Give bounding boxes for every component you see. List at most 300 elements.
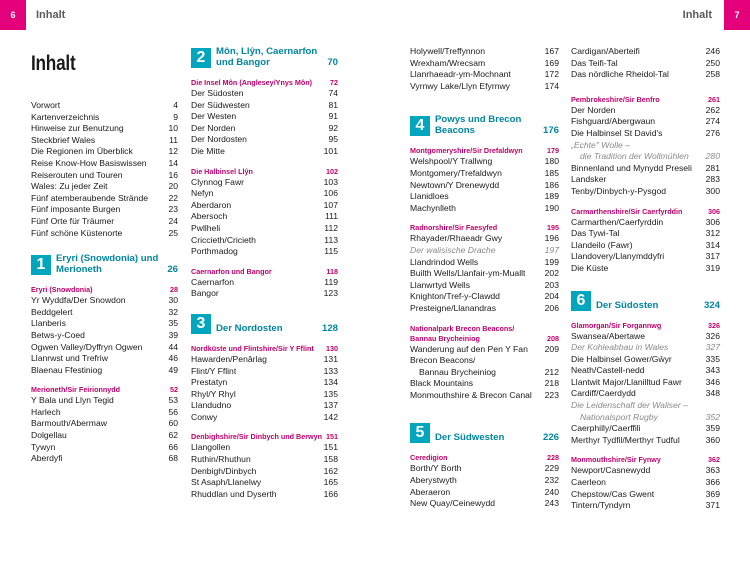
subsection-heading[interactable] bbox=[191, 167, 338, 177]
entry-title: Wales: Zu jeder Zeit bbox=[31, 181, 108, 192]
chapter-heading[interactable] bbox=[571, 291, 720, 311]
subsection-heading[interactable] bbox=[191, 267, 338, 277]
toc-entry[interactable] bbox=[31, 330, 178, 342]
toc-entry[interactable] bbox=[191, 442, 338, 454]
entry-page: 56 bbox=[168, 406, 178, 417]
entry-title: Die Regionen im Überblick bbox=[31, 146, 133, 157]
entry-title: Y Bala und Llyn Tegid bbox=[31, 395, 114, 406]
entry-title: Aberdyfi bbox=[31, 453, 63, 464]
entry-page: 68 bbox=[168, 453, 178, 464]
toc-entry[interactable] bbox=[191, 100, 338, 112]
entry-title: Merthyr Tydfil/Merthyr Tudful bbox=[571, 434, 680, 445]
toc-entry[interactable] bbox=[571, 251, 720, 263]
subsection-heading[interactable] bbox=[191, 432, 338, 442]
entry-page: 106 bbox=[323, 188, 338, 199]
toc-entry[interactable] bbox=[410, 463, 559, 475]
entry-title: Der Südosten bbox=[191, 88, 244, 98]
toc-entry[interactable] bbox=[571, 58, 720, 70]
entry-page: 306 bbox=[708, 206, 720, 216]
entry-title: Blaenau Ffestiniog bbox=[31, 364, 103, 375]
entry-title: Reise Know-How Basiswissen bbox=[31, 157, 147, 168]
toc-entry[interactable] bbox=[410, 390, 559, 402]
entry-page: 62 bbox=[168, 430, 178, 441]
entry-page: 53 bbox=[168, 395, 178, 406]
toc-entry[interactable] bbox=[31, 295, 178, 307]
chapter-title: Der Südwesten bbox=[435, 432, 505, 444]
running-header-right: Inhalt bbox=[682, 9, 712, 21]
subsection-heading[interactable] bbox=[191, 344, 338, 354]
entry-page: 52 bbox=[170, 385, 178, 395]
entry-page: 319 bbox=[705, 262, 720, 273]
toc-entry[interactable] bbox=[410, 81, 559, 93]
page-number-right: 7 bbox=[724, 0, 750, 30]
entry-title: Clynnog Fawr bbox=[191, 176, 245, 187]
entry-title: Llanwrtyd Wells bbox=[410, 279, 471, 290]
toc-entry[interactable] bbox=[191, 146, 338, 158]
toc-entry[interactable] bbox=[191, 454, 338, 466]
toc-entry[interactable] bbox=[31, 365, 178, 377]
entry-page: 92 bbox=[328, 122, 338, 133]
entry-page: 111 bbox=[324, 211, 338, 222]
entry-title: Der walisische Drache bbox=[410, 244, 496, 255]
entry-page: 196 bbox=[544, 233, 559, 244]
toc-entry[interactable] bbox=[191, 477, 338, 489]
feature-entry[interactable] bbox=[571, 342, 720, 354]
entry-page: 22 bbox=[168, 192, 178, 203]
entry-page: 151 bbox=[326, 432, 338, 442]
toc-entry[interactable] bbox=[191, 377, 338, 389]
toc-entry[interactable] bbox=[571, 105, 720, 117]
toc-entry[interactable] bbox=[410, 378, 559, 390]
toc-entry[interactable] bbox=[410, 46, 559, 58]
entry-title: Monmouthshire & Brecon Canal bbox=[410, 389, 532, 400]
entry-title: Llangollen bbox=[191, 442, 231, 453]
entry-title: Neath/Castell-nedd bbox=[571, 365, 645, 376]
entry-page: 223 bbox=[544, 389, 559, 400]
subsection-heading[interactable] bbox=[571, 321, 720, 331]
entry-title: Prestatyn bbox=[191, 377, 228, 388]
entry-title: Hinweise zur Benutzung bbox=[31, 123, 124, 134]
entry-page: 232 bbox=[544, 475, 559, 486]
chapter-heading[interactable] bbox=[31, 253, 178, 275]
entry-page: 180 bbox=[544, 156, 559, 167]
entry-title: Llandudno bbox=[191, 400, 232, 411]
entry-title: Tywyn bbox=[31, 441, 56, 452]
toc-entry[interactable] bbox=[571, 377, 720, 389]
toc-entry[interactable] bbox=[571, 263, 720, 275]
entry-page: 209 bbox=[544, 343, 559, 354]
entry-title: Nefyn bbox=[191, 188, 214, 199]
entry-page: 44 bbox=[168, 341, 178, 352]
toc-entry[interactable] bbox=[191, 489, 338, 501]
entry-title: Caerphilly/Caerffili bbox=[571, 423, 641, 434]
entry-page: 130 bbox=[326, 343, 338, 353]
entry-title: Vyrnwy Lake/Llyn Efyrnwy bbox=[410, 80, 510, 91]
entry-title: Denbighshire/Sir Dinbych und Berwyn bbox=[191, 432, 322, 442]
page-number-left: 6 bbox=[0, 0, 26, 30]
entry-title: Ogwen Valley/Dyffryn Ogwen bbox=[31, 341, 143, 352]
entry-page: 20 bbox=[168, 181, 178, 192]
entry-page: 202 bbox=[544, 268, 559, 279]
entry-page: 25 bbox=[168, 227, 178, 238]
entry-title: Die Halbinsel Llŷn bbox=[191, 166, 253, 176]
entry-title: New Quay/Ceinewydd bbox=[410, 498, 496, 509]
toc-entry[interactable] bbox=[31, 135, 178, 147]
toc-entry[interactable] bbox=[31, 353, 178, 365]
entry-page: 312 bbox=[705, 228, 720, 239]
toc-entry[interactable] bbox=[31, 158, 178, 170]
entry-page: 314 bbox=[705, 239, 720, 250]
entry-page: 300 bbox=[705, 185, 720, 196]
chapter-heading[interactable] bbox=[191, 314, 338, 334]
entry-page: 262 bbox=[705, 104, 720, 115]
toc-entry[interactable] bbox=[31, 407, 178, 419]
toc-entry[interactable] bbox=[571, 365, 720, 377]
toc-entry[interactable] bbox=[31, 181, 178, 193]
entry-page: 9 bbox=[173, 111, 178, 122]
toc-entry[interactable] bbox=[410, 487, 559, 499]
toc-entry[interactable] bbox=[410, 268, 559, 280]
toc-entry[interactable] bbox=[31, 342, 178, 354]
entry-title: Fünf imposante Burgen bbox=[31, 204, 121, 215]
chapter-number: 6 bbox=[571, 291, 591, 311]
chapter-page: 226 bbox=[542, 432, 559, 444]
entry-title: Porthmadog bbox=[191, 246, 238, 257]
toc-entry[interactable] bbox=[571, 331, 720, 343]
entry-title: Der Westen bbox=[191, 111, 237, 122]
entry-page: 343 bbox=[705, 365, 720, 376]
entry-title: Die Halbinsel Gower/Gŵyr bbox=[571, 353, 672, 364]
toc-entry[interactable] bbox=[191, 277, 338, 289]
subsection-heading[interactable] bbox=[571, 207, 720, 217]
toc-entry[interactable] bbox=[571, 69, 720, 81]
entry-page: 167 bbox=[544, 46, 559, 56]
toc-entry[interactable] bbox=[571, 354, 720, 366]
chapter-heading[interactable] bbox=[191, 46, 338, 68]
entry-title: Builth Wells/Llanfair-ym-Muallt bbox=[410, 268, 526, 279]
chapter-page: 26 bbox=[167, 264, 178, 276]
entry-title: Carmarthenshire/Sir Caerfyrddin bbox=[571, 206, 683, 216]
toc-entry[interactable] bbox=[31, 112, 178, 124]
toc-entry[interactable] bbox=[571, 489, 720, 501]
entry-page: 360 bbox=[705, 434, 720, 445]
chapter-title: Der Nordosten bbox=[216, 322, 283, 334]
toc-entry[interactable] bbox=[410, 58, 559, 70]
toc-entry[interactable] bbox=[31, 307, 178, 319]
entry-title: Der Kohleabbau in Wales bbox=[571, 342, 669, 353]
chapter-heading[interactable] bbox=[410, 114, 559, 136]
subsection-heading[interactable] bbox=[31, 385, 178, 395]
toc-entry[interactable] bbox=[191, 246, 338, 258]
entry-page: 123 bbox=[323, 288, 338, 299]
toc-entry[interactable] bbox=[191, 177, 338, 189]
chapter-page: 128 bbox=[321, 322, 338, 334]
entry-title: Radnorshire/Sir Faesyfed bbox=[410, 223, 498, 233]
entry-title: Harlech bbox=[31, 406, 61, 417]
toc-entry[interactable] bbox=[410, 69, 559, 81]
toc-entry[interactable] bbox=[191, 366, 338, 378]
entry-page: 24 bbox=[168, 215, 178, 226]
entry-title: Newtown/Y Drenewydd bbox=[410, 179, 500, 190]
toc-entry[interactable] bbox=[31, 216, 178, 228]
entry-page: 186 bbox=[544, 179, 559, 190]
toc-entry[interactable] bbox=[191, 223, 338, 235]
feature-entry[interactable] bbox=[571, 151, 720, 163]
entry-page: 49 bbox=[168, 364, 178, 375]
toc-entry[interactable] bbox=[31, 100, 178, 112]
entry-title: Barmouth/Abermaw bbox=[31, 418, 107, 429]
entry-page: 10 bbox=[168, 123, 178, 134]
toc-entry[interactable] bbox=[191, 111, 338, 123]
entry-title: Der Norden bbox=[191, 122, 236, 133]
toc-entry[interactable] bbox=[571, 500, 720, 512]
entry-title: Criccieth/Cricieth bbox=[191, 234, 256, 245]
toc-entry[interactable] bbox=[571, 46, 720, 58]
entry-title: Newport/Casnewydd bbox=[571, 465, 651, 476]
toc-entry[interactable] bbox=[571, 128, 720, 140]
entry-page: 261 bbox=[708, 94, 720, 104]
toc-entry[interactable] bbox=[191, 466, 338, 478]
toc-entry[interactable] bbox=[571, 163, 720, 175]
toc-entry[interactable] bbox=[410, 168, 559, 180]
entry-title: Wanderung auf den Pen Y Fan bbox=[410, 343, 528, 354]
entry-page: 119 bbox=[324, 276, 338, 287]
entry-page: 66 bbox=[168, 441, 178, 452]
entry-title: Pwllheli bbox=[191, 222, 221, 233]
entry-title: Llanberis bbox=[31, 318, 66, 329]
entry-page: 142 bbox=[323, 411, 338, 422]
entry-page: 363 bbox=[705, 465, 720, 476]
subsection-heading[interactable] bbox=[410, 453, 559, 463]
toc-entry[interactable] bbox=[191, 123, 338, 135]
toc-entry[interactable] bbox=[31, 430, 178, 442]
entry-title: Der Norden bbox=[571, 104, 616, 115]
entry-title: Betws-y-Coed bbox=[31, 329, 85, 340]
feature-entry[interactable]: Die Leidenschaft der Waliser – bbox=[571, 400, 688, 411]
toc-entry[interactable] bbox=[410, 498, 559, 510]
entry-page: 274 bbox=[705, 116, 720, 127]
entry-page: 72 bbox=[330, 78, 338, 87]
toc-entry[interactable] bbox=[571, 116, 720, 128]
entry-title: Abersoch bbox=[191, 211, 228, 222]
entry-page: 23 bbox=[168, 204, 178, 215]
toc-entry[interactable] bbox=[191, 400, 338, 412]
toc-entry[interactable] bbox=[410, 180, 559, 192]
toc-entry[interactable] bbox=[191, 88, 338, 100]
toc-entry[interactable] bbox=[191, 200, 338, 212]
entry-title: Wrexham/Wrecsam bbox=[410, 57, 486, 68]
entry-title: Das Tywi-Tal bbox=[571, 228, 620, 239]
entry-page: 12 bbox=[168, 146, 178, 157]
entry-title: Welshpool/Y Trallwng bbox=[410, 156, 493, 167]
toc-entry[interactable] bbox=[31, 170, 178, 182]
toc-entry[interactable] bbox=[31, 204, 178, 216]
entry-title: Pembrokeshire/Sir Benfro bbox=[571, 94, 660, 104]
entry-page: 243 bbox=[544, 498, 559, 509]
entry-title: Fishguard/Abergwaun bbox=[571, 116, 656, 127]
entry-page: 218 bbox=[544, 378, 559, 389]
toc-entry[interactable] bbox=[31, 453, 178, 465]
entry-page: 352 bbox=[705, 411, 720, 422]
toc-entry[interactable] bbox=[410, 367, 559, 379]
entry-page: 158 bbox=[323, 454, 338, 465]
toc-entry[interactable] bbox=[191, 412, 338, 424]
feature-entry[interactable] bbox=[571, 412, 720, 424]
entry-page: 137 bbox=[323, 400, 338, 411]
entry-title: Das Teifi-Tal bbox=[571, 57, 618, 68]
toc-entry[interactable] bbox=[31, 318, 178, 330]
toc-entry[interactable] bbox=[571, 477, 720, 489]
entry-title: Bangor bbox=[191, 288, 219, 299]
toc-entry[interactable] bbox=[191, 389, 338, 401]
entry-page: 179 bbox=[547, 146, 559, 156]
toc-entry[interactable] bbox=[191, 188, 338, 200]
entry-page: 246 bbox=[705, 46, 720, 56]
entry-page: 112 bbox=[324, 222, 338, 233]
subsection-heading[interactable] bbox=[571, 95, 720, 105]
entry-title: Aberaeron bbox=[410, 486, 451, 497]
toc-entry[interactable] bbox=[31, 442, 178, 454]
toc-entry[interactable] bbox=[571, 186, 720, 198]
entry-page: 317 bbox=[705, 251, 720, 262]
entry-page: 39 bbox=[168, 329, 178, 340]
entry-title: Aberystwyth bbox=[410, 475, 457, 486]
subsection-heading[interactable] bbox=[191, 78, 338, 88]
page-title: Inhalt bbox=[31, 52, 76, 75]
chapter-number: 4 bbox=[410, 116, 430, 136]
entry-page: 16 bbox=[168, 169, 178, 180]
entry-page: 113 bbox=[324, 234, 338, 245]
toc-entry[interactable] bbox=[410, 191, 559, 203]
subsection-heading[interactable] bbox=[410, 334, 559, 344]
toc-entry[interactable] bbox=[31, 123, 178, 135]
toc-entry[interactable] bbox=[31, 418, 178, 430]
subsection-heading[interactable] bbox=[571, 455, 720, 465]
entry-title: Chepstow/Cas Gwent bbox=[571, 488, 655, 499]
entry-page: 190 bbox=[544, 202, 559, 213]
entry-page: 306 bbox=[705, 216, 720, 227]
entry-title: Reiserouten und Touren bbox=[31, 169, 123, 180]
toc-column-4 bbox=[571, 46, 720, 512]
entry-title: Tintern/Tyndyrn bbox=[571, 500, 631, 511]
entry-title: Bannau Brycheiniog bbox=[410, 333, 480, 343]
chapter-title: Eryri (Snowdonia) und Merioneth bbox=[56, 253, 159, 276]
entry-page: 95 bbox=[328, 134, 338, 145]
toc-entry[interactable] bbox=[571, 435, 720, 447]
toc-entry[interactable] bbox=[571, 240, 720, 252]
toc-entry[interactable] bbox=[571, 217, 720, 229]
toc-entry[interactable] bbox=[410, 475, 559, 487]
entry-page: 101 bbox=[323, 145, 338, 156]
entry-page: 326 bbox=[705, 330, 720, 341]
subsection-heading[interactable] bbox=[31, 285, 178, 295]
entry-page: 228 bbox=[547, 453, 559, 463]
toc-entry[interactable]: Brecon Beacons/ bbox=[410, 355, 476, 366]
entry-title: Montgomery/Trefaldwyn bbox=[410, 167, 502, 178]
toc-column-1 bbox=[31, 46, 178, 465]
entry-page: 346 bbox=[705, 376, 720, 387]
entry-title: Carmarthen/Caerfyrddin bbox=[571, 216, 664, 227]
chapter-page: 176 bbox=[542, 125, 559, 137]
chapter-title: Môn, Llŷn, Caernarfon und Bangor bbox=[216, 46, 318, 68]
entry-title: Fünf Orte für Träumer bbox=[31, 215, 115, 226]
entry-title: Llantwit Major/Llanilltud Fawr bbox=[571, 376, 682, 387]
toc-entry[interactable] bbox=[571, 174, 720, 186]
chapter-number: 3 bbox=[191, 314, 211, 334]
entry-title: Fünf schöne Küstenorte bbox=[31, 227, 123, 238]
subsection-heading[interactable] bbox=[410, 146, 559, 156]
entry-title: Denbigh/Dinbych bbox=[191, 465, 257, 476]
toc-entry[interactable] bbox=[571, 388, 720, 400]
entry-title: Llandrindod Wells bbox=[410, 256, 479, 267]
toc-entry[interactable] bbox=[571, 228, 720, 240]
entry-title: Borth/Y Borth bbox=[410, 463, 462, 474]
toc-entry[interactable] bbox=[191, 211, 338, 223]
entry-title: die Tradition der Wollmühlen bbox=[580, 151, 689, 162]
toc-entry[interactable] bbox=[410, 280, 559, 292]
toc-entry[interactable] bbox=[191, 235, 338, 247]
toc-entry[interactable] bbox=[410, 156, 559, 168]
entry-title: Die Insel Môn (Anglesey/Ynys Môn) bbox=[191, 78, 313, 87]
toc-entry[interactable] bbox=[31, 193, 178, 205]
toc-entry[interactable] bbox=[31, 395, 178, 407]
entry-title: Der Nordosten bbox=[191, 134, 247, 145]
chapter-number: 5 bbox=[410, 423, 430, 443]
entry-title: Flint/Y Fflint bbox=[191, 365, 237, 376]
chapter-page: 324 bbox=[703, 299, 720, 311]
toc-entry[interactable] bbox=[410, 344, 559, 356]
entry-page: 250 bbox=[705, 57, 720, 68]
chapter-number: 2 bbox=[191, 48, 211, 68]
toc-entry[interactable] bbox=[191, 288, 338, 300]
entry-page: 4 bbox=[173, 100, 178, 110]
running-header-left: Inhalt bbox=[36, 9, 66, 21]
entry-page: 28 bbox=[170, 285, 178, 295]
entry-page: 135 bbox=[323, 388, 338, 399]
toc-entry[interactable] bbox=[410, 233, 559, 245]
toc-entry[interactable] bbox=[410, 203, 559, 215]
chapter-page: 70 bbox=[327, 57, 338, 68]
toc-entry[interactable] bbox=[410, 303, 559, 315]
toc-entry[interactable] bbox=[191, 354, 338, 366]
toc-entry[interactable] bbox=[191, 134, 338, 146]
entry-title: Die Halbinsel St David's bbox=[571, 127, 663, 138]
feature-entry[interactable]: „Echte" Wolle – bbox=[571, 139, 630, 150]
entry-page: 162 bbox=[323, 465, 338, 476]
chapter-heading[interactable] bbox=[410, 423, 559, 443]
entry-page: 206 bbox=[544, 302, 559, 313]
entry-title: Yr Wyddfa/Der Snowdon bbox=[31, 295, 126, 306]
toc-entry[interactable] bbox=[571, 423, 720, 435]
entry-title: Binnenland und Mynydd Preseli bbox=[571, 162, 692, 173]
entry-page: 174 bbox=[544, 80, 559, 91]
entry-title: Hawarden/Penârlag bbox=[191, 353, 267, 364]
toc-entry[interactable] bbox=[31, 146, 178, 158]
entry-page: 81 bbox=[328, 99, 338, 110]
entry-title: Caernarfon und Bangor bbox=[191, 266, 272, 276]
entry-page: 362 bbox=[708, 455, 720, 465]
toc-entry[interactable] bbox=[410, 257, 559, 269]
entry-title: Der Südwesten bbox=[191, 99, 250, 110]
subsection-heading[interactable] bbox=[410, 223, 559, 233]
entry-page: 189 bbox=[544, 191, 559, 202]
entry-title: Llanrwst und Trefriw bbox=[31, 353, 108, 364]
toc-entry[interactable] bbox=[571, 465, 720, 477]
entry-page: 203 bbox=[544, 279, 559, 290]
entry-title: Merioneth/Sir Feirionnydd bbox=[31, 385, 121, 395]
toc-entry[interactable] bbox=[410, 291, 559, 303]
toc-entry[interactable] bbox=[31, 228, 178, 240]
